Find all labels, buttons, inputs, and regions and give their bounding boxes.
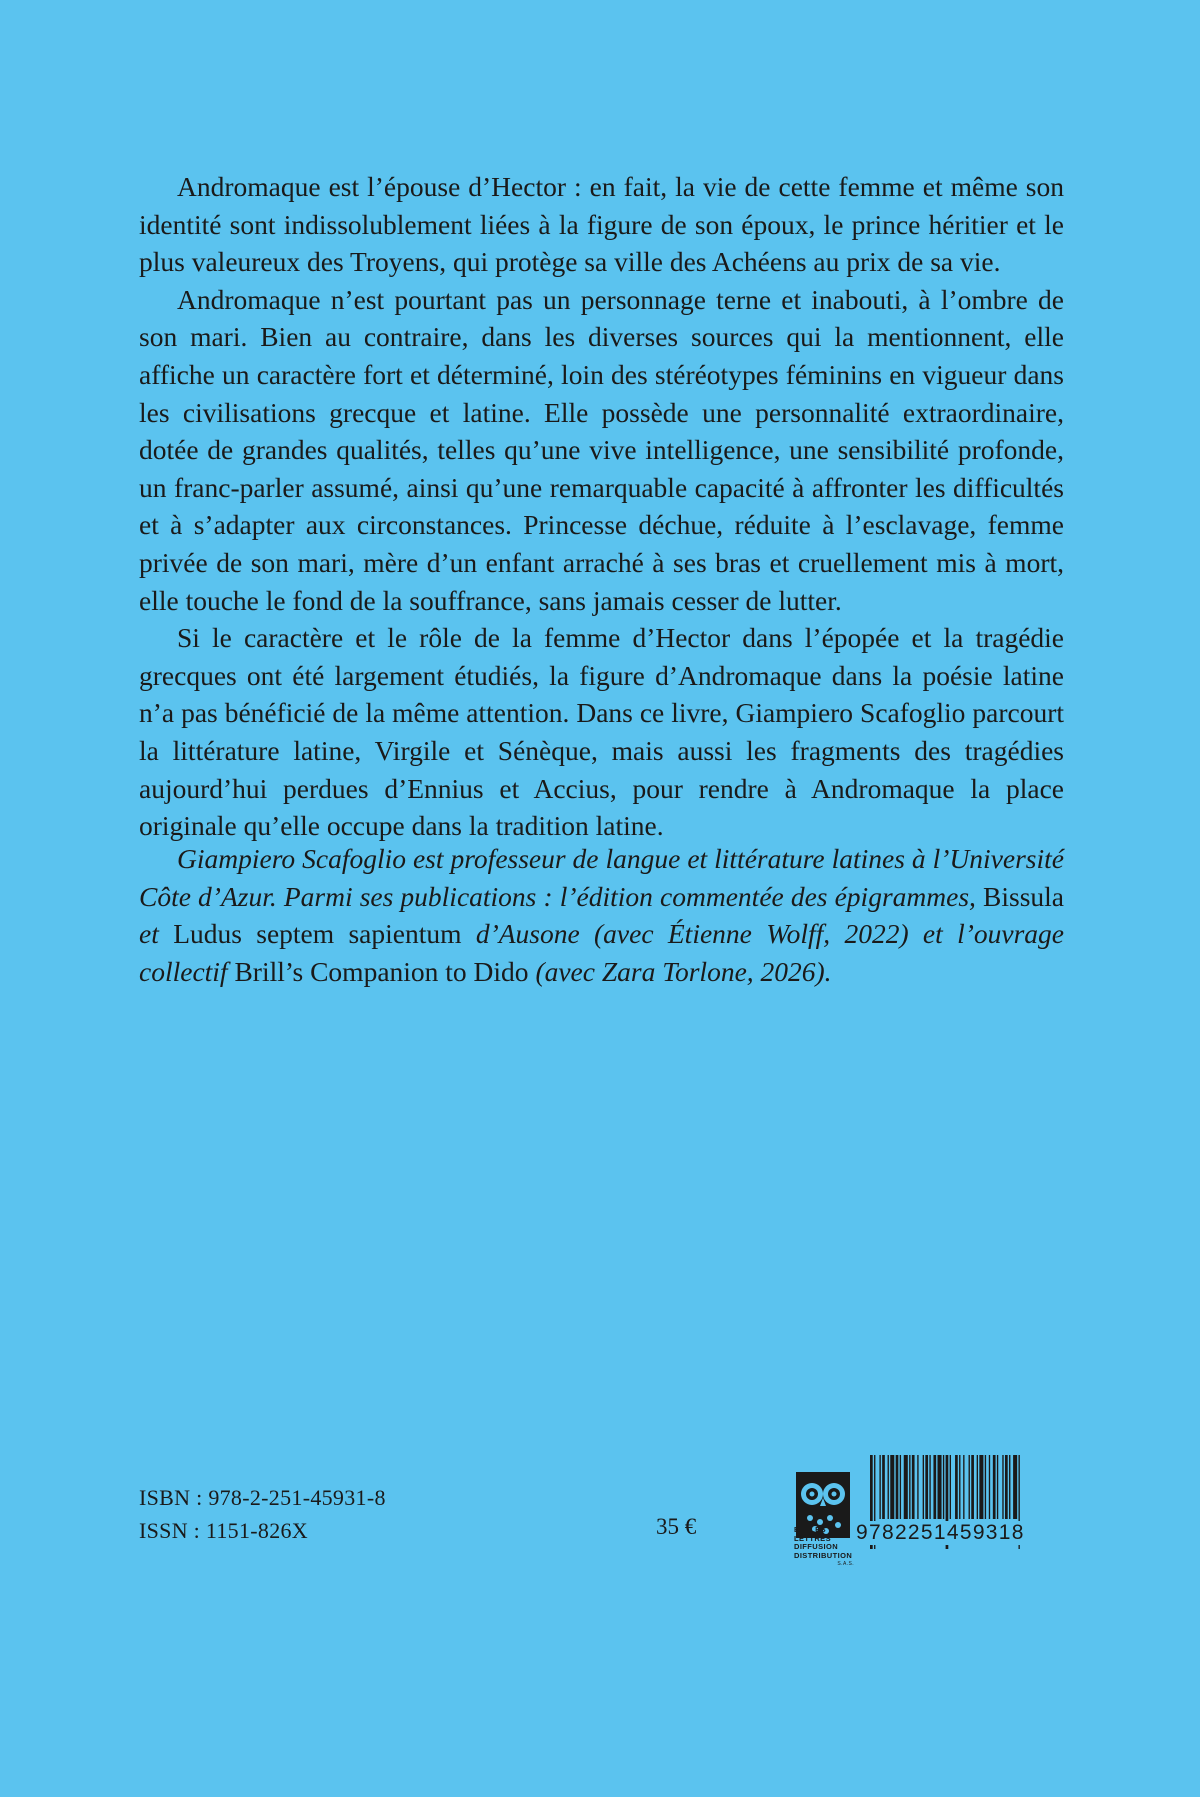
- barcode-bar: [993, 1455, 996, 1519]
- barcode-bar: [943, 1455, 944, 1519]
- blurb-paragraph-3: Si le caractère et le rôle de la femme d’Hector dans l’épopée et la tragédie grecques ont été largement étudiés, la figure d’Andromaque dans la poésie latine n’a pas bénéficié de la même attention. Dans ce livre, Giampiero Scafoglio parcourt la littérature latine, Virgile et Sénèque, mais aussi les fragments des tragédies aujourd’hui perdues d’Ennius et Accius, pour rendre à Andromaque la place originale qu’elle occupe dans la tradition latine.: [139, 622, 1064, 842]
- barcode-bar: [977, 1455, 978, 1519]
- issn-label: ISSN : 1151-826X: [139, 1518, 308, 1543]
- barcode-bar: [938, 1455, 942, 1519]
- barcode-bar: [979, 1455, 983, 1519]
- author-bio-paragraph: [139, 840, 1064, 990]
- barcode-bar: [989, 1455, 990, 1519]
- bio-title-ludus: Ludus septem sapientum: [173, 918, 462, 950]
- barcode-bar: [985, 1455, 986, 1519]
- price-label: 35 €: [656, 1514, 697, 1539]
- barcode-bar: [904, 1455, 908, 1519]
- blurb-paragraph-1: Andromaque est l’épouse d’Hector : en fait, la vie de cette femme et même son identité sont indissolublement liées à la figure de son époux, le prince héritier et le plus valeureux des Troyens, qui protège sa ville des Achéens au prix de sa vie.: [139, 171, 1064, 278]
- barcode-bar: [963, 1455, 964, 1519]
- barcode-bar: [890, 1455, 894, 1519]
- barcode-bar: [917, 1455, 918, 1519]
- distributor-line-2: DIFFUSION: [794, 1542, 839, 1552]
- isbn-label: ISBN : 978-2-251-45931-8: [139, 1485, 386, 1510]
- barcode-bar: [1005, 1455, 1008, 1519]
- barcode-bar: [882, 1455, 885, 1519]
- bio-text-2: et: [139, 918, 159, 950]
- barcode-bar: [969, 1455, 970, 1519]
- bio-title-bissula: Bissula: [983, 880, 1064, 912]
- barcode-bar: [959, 1455, 960, 1519]
- blurb-paragraph-2: Andromaque n’est pourtant pas un personnage terne et inabouti, à l’ombre de son mari. Bien au contraire, dans les diverses sources qui la mentionnent, elle affiche un caractère fort et déterminé, loin des stéréotypes féminins en vigueur dans les civilisations grecque et latine. Elle possède une personnalité extraordinaire, dotée de grandes qualités, telles qu’une vive intelligence, une sensibilité profonde, un franc-parler assumé, ainsi qu’une remarquable capacité à affronter les difficultés et à s’adapter aux circonstances. Princesse déchue, réduite à l’esclavage, femme privée de son mari, mère d’un enfant arraché à ses bras et cruellement mis à mort, elle touche le fond de la souffrance, sans jamais cesser de lutter.: [139, 283, 1064, 616]
- bio-text-4: (avec Zara Torlone, 2026).: [535, 955, 832, 987]
- barcode-bar: [912, 1455, 915, 1519]
- barcode-bar: [909, 1455, 910, 1519]
- barcode-bar: [925, 1455, 928, 1519]
- barcode-bar: [933, 1455, 936, 1519]
- barcode-digits: 9782251459318: [856, 1521, 1025, 1544]
- distributor-line-1: BELLES LETTRES: [794, 1525, 831, 1543]
- bio-text-3: d’Ausone (avec Étienne Wolff, 2022) et l’ouvrage collectif: [139, 918, 1064, 987]
- barcode-bar: [997, 1455, 998, 1519]
- bio-text-1: Giampiero Scafoglio est professeur de langue et littérature latines à l’Université Côte d’Azur. Parmi ses publications : l’édition commentée des épigrammes,: [139, 843, 1064, 912]
- book-codes: [139, 1481, 386, 1547]
- blurb-text: [139, 168, 1064, 845]
- distributor-line-3: DISTRIBUTION: [794, 1550, 853, 1560]
- barcode-bar: [929, 1455, 930, 1519]
- barcode-bar: [1002, 1455, 1003, 1519]
- barcode-bar: [900, 1455, 901, 1519]
- distributor-name: [794, 1526, 860, 1569]
- barcode-bar: [888, 1455, 889, 1519]
- barcode-bar: [1013, 1455, 1017, 1519]
- barcode-bar: [955, 1455, 958, 1519]
- barcode-bar: [896, 1455, 899, 1519]
- barcode-bar: [971, 1455, 974, 1519]
- distributor-line-4: S.A.S.: [837, 1561, 854, 1568]
- bio-title-companion: Brill’s Companion to Dido: [234, 955, 529, 987]
- barcode-bar: [1009, 1455, 1010, 1519]
- barcode-bar: [923, 1455, 924, 1519]
- barcode-bar: [950, 1455, 951, 1519]
- author-bio: [139, 840, 1064, 990]
- barcode-bar: [879, 1455, 880, 1519]
